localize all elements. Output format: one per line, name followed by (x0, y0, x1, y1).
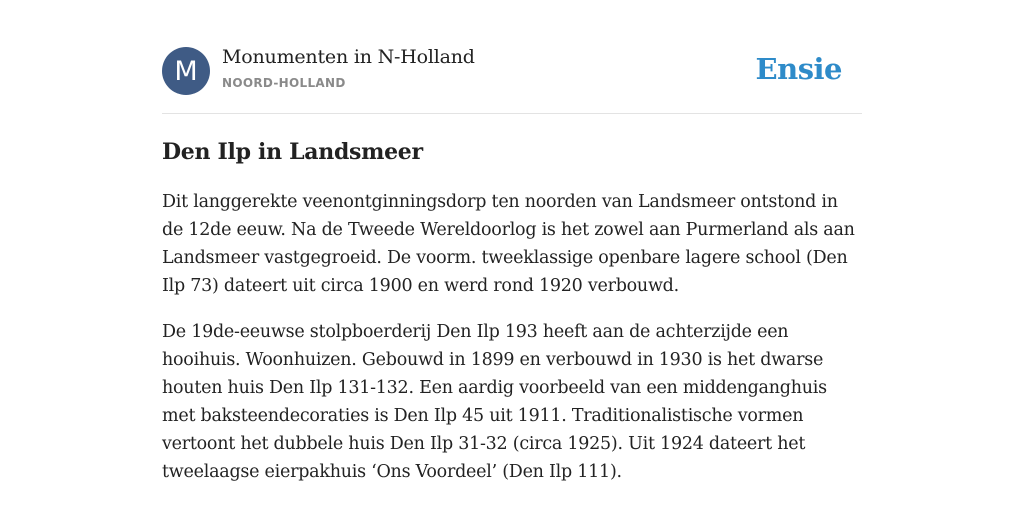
article-paragraph-2: De 19de-eeuwse stolpboerderij Den Ilp 193 heeft aan de achterzijde een hooihuis. Woonhuizen. Gebouwd in 1899 en verbouwd in 1930 is het dwarse houten huis Den Ilp 131-132. Een aardig voorbeeld van een middenganghuis met baksteendecoraties is Den Ilp 45 uit 1911. Traditionalistische vormen vertoont het dubbele huis Den Ilp 31-32 (circa 1925). Uit 1924 dateert het tweelaagse eierpakhuis ‘Ons Voordeel’ (Den Ilp 111). (162, 322, 827, 482)
ensie-logo[interactable]: Ensie (755, 52, 842, 86)
article-paragraph-1: Dit langgerekte veenontginningsdorp ten noorden van Landsmeer ontstond in de 12de eeuw. Na de Tweede Wereldoorlog is het zowel aan Purmerland als aan Landsmeer vastgegroeid. De voorm. tweeklassige openbare lagere school (Den Ilp 73) dateert uit circa 1900 en werd rond 1920 verbouwd. (162, 192, 855, 296)
page-content (162, 46, 862, 486)
avatar[interactable]: M (162, 47, 210, 95)
site-name-link[interactable]: Monumenten in N-Holland (222, 46, 475, 68)
site-region-label: NOORD-HOLLAND (222, 76, 346, 90)
site-header (162, 46, 862, 114)
article-title: Den Ilp in Landsmeer (162, 139, 423, 165)
